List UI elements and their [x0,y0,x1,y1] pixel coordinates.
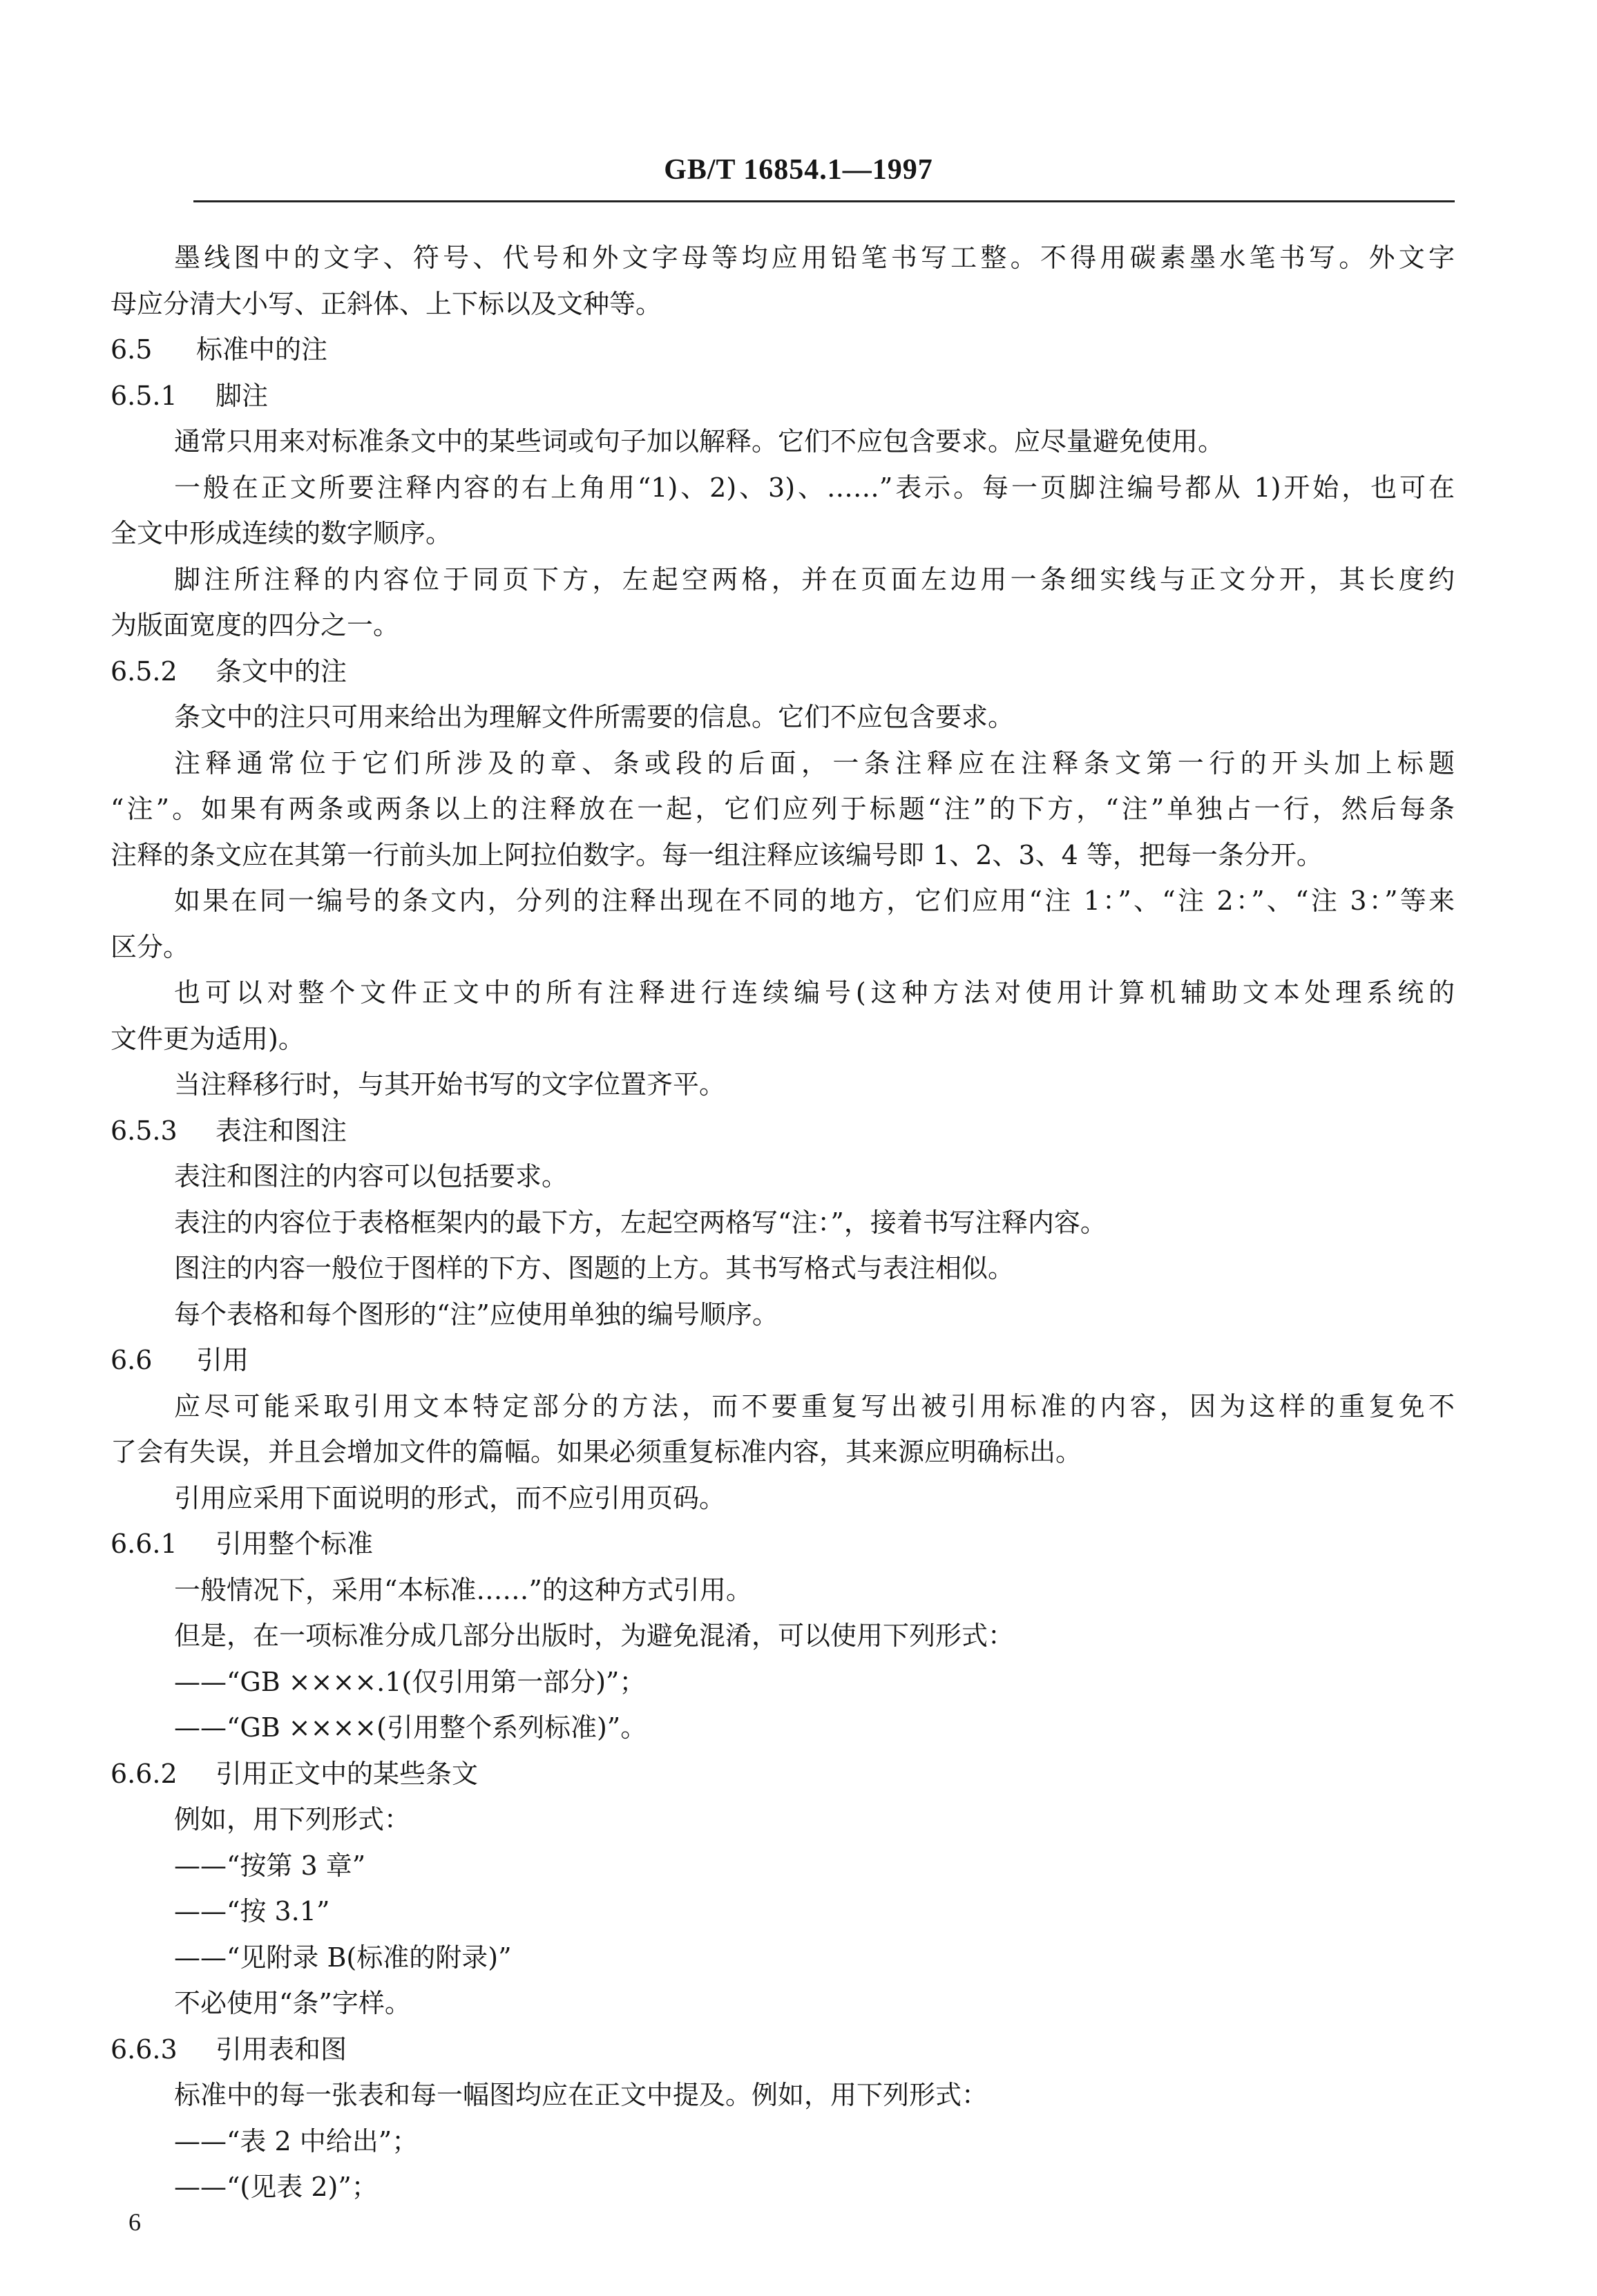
section-title: 引用表和图 [216,2034,347,2065]
section-number: 6.6.1 [111,1529,178,1559]
paragraph-line: 注释的条文应在其第一行前头加上阿拉伯数字。每一组注释应该编号即 1、2、3、4 等，把每一条分开。 [111,839,1323,870]
section-heading-6-6-1 [111,1521,1455,1567]
list-item: ——“按第 3 章” [174,1850,366,1881]
section-title: 引用 [196,1345,249,1375]
paragraph-line: 注释通常位于它们所涉及的章、条或段的后面，一条注释应在注释条文第一行的开头加上标题 [174,747,1455,778]
section-title: 标准中的注 [196,334,328,365]
section-title: 引用整个标准 [216,1529,374,1559]
paragraph-line: 应尽可能采取引用文本特定部分的方法，而不要重复写出被引用标准的内容，因为这样的重复免不 [174,1390,1455,1422]
paragraph-line: 例如，用下列形式： [174,1804,411,1835]
list-item: ——“见附录 B(标准的附录)” [174,1942,512,1973]
paragraph-line: 了会有失误，并且会增加文件的篇幅。如果必须重复标准内容，其来源应明确标出。 [111,1437,1082,1467]
paragraph-line: 图注的内容一般位于图样的下方、图题的上方。其书写格式与表注相似。 [174,1253,1015,1283]
list-item: ——“GB ××××(引用整个系列标准)”。 [174,1712,647,1743]
section-title: 脚注 [216,380,269,411]
section-number: 6.5.3 [111,1115,178,1146]
section-heading-6-5-2 [111,649,1455,695]
header-rule [193,200,1455,202]
document-body [111,235,1455,2210]
paragraph-line: 一般情况下，采用“本标准……”的这种方式引用。 [174,1574,752,1605]
section-heading-6-5-3 [111,1108,1455,1154]
section-number: 6.5.1 [111,380,178,411]
paragraph-line: 母应分清大小写、正斜体、上下标以及文种等。 [111,288,662,319]
list-item: ——“按 3.1” [174,1896,330,1926]
section-number: 6.6.2 [111,1758,178,1789]
section-number: 6.6 [111,1345,153,1375]
section-number: 6.5.2 [111,656,178,687]
paragraph-line: 区分。 [111,931,190,962]
paragraph-line: 引用应采用下面说明的形式，而不应引用页码。 [174,1482,726,1513]
section-heading-6-5-1 [111,373,1455,419]
paragraph-line: 通常只用来对标准条文中的某些词或句子加以解释。它们不应包含要求。应尽量避免使用。 [174,426,1225,457]
paragraph-line: “注”。如果有两条或两条以上的注释放在一起，它们应列于标题“注”的下方，“注”单独占一行，然后每条 [111,794,1455,824]
paragraph-line: 标准中的每一张表和每一幅图均应在正文中提及。例如，用下列形式： [174,2080,988,2110]
paragraph-line: 墨线图中的文字、符号、代号和外文字母等均应用铅笔书写工整。不得用碳素墨水笔书写。外文字 [174,242,1455,273]
list-item: ——“(见表 2)”； [174,2172,378,2202]
list-item: ——“表 2 中给出”； [174,2125,419,2156]
paragraph-line: 条文中的注只可用来给出为理解文件所需要的信息。它们不应包含要求。 [174,702,1015,732]
paragraph-line: 表注和图注的内容可以包括要求。 [174,1161,568,1192]
section-title: 引用正文中的某些条文 [216,1758,479,1789]
paragraph-line: 表注的内容位于表格框架内的最下方，左起空两格写“注：”，接着书写注释内容。 [174,1207,1107,1238]
section-title: 表注和图注 [216,1115,347,1146]
paragraph-line: 为版面宽度的四分之一。 [111,610,400,640]
paragraph-line: 但是，在一项标准分成几部分出版时，为避免混淆，可以使用下列形式： [174,1620,1015,1651]
paragraph-line: 文件更为适用)。 [111,1023,305,1054]
section-heading-6-6 [111,1337,1455,1384]
paragraph-line: 脚注所注释的内容位于同页下方，左起空两格，并在页面左边用一条细实线与正文分开，其长度约 [174,564,1455,595]
section-title: 条文中的注 [216,656,347,687]
section-heading-6-6-2 [111,1751,1455,1797]
section-number: 6.6.3 [111,2034,178,2065]
paragraph-line: 全文中形成连续的数字顺序。 [111,518,452,548]
list-item: ——“GB ××××.1(仅引用第一部分)”； [174,1666,646,1697]
paragraph-line: 每个表格和每个图形的“注”应使用单独的编号顺序。 [174,1299,778,1330]
paragraph-line: 当注释移行时，与其开始书写的文字位置齐平。 [174,1069,726,1100]
paragraph-line: 也可以对整个文件正文中的所有注释进行连续编号(这种方法对使用计算机辅助文本处理系统的 [174,977,1455,1008]
paragraph-line: 不必使用“条”字样。 [174,1988,411,2018]
standard-number-header: GB/T 16854.1—1997 [664,154,933,186]
paragraph-line: 一般在正文所要注释内容的右上角用“1)、2)、3)、……”表示。每一页脚注编号都从 1)开始，也可在 [174,472,1455,503]
section-heading-6-5 [111,327,1455,373]
paragraph-line: 如果在同一编号的条文内，分列的注释出现在不同的地方，它们应用“注 1：”、“注 2：”、“注 3：”等来 [174,886,1455,916]
section-heading-6-6-3 [111,2027,1455,2073]
page-number: 6 [128,2208,141,2236]
section-number: 6.5 [111,334,153,365]
